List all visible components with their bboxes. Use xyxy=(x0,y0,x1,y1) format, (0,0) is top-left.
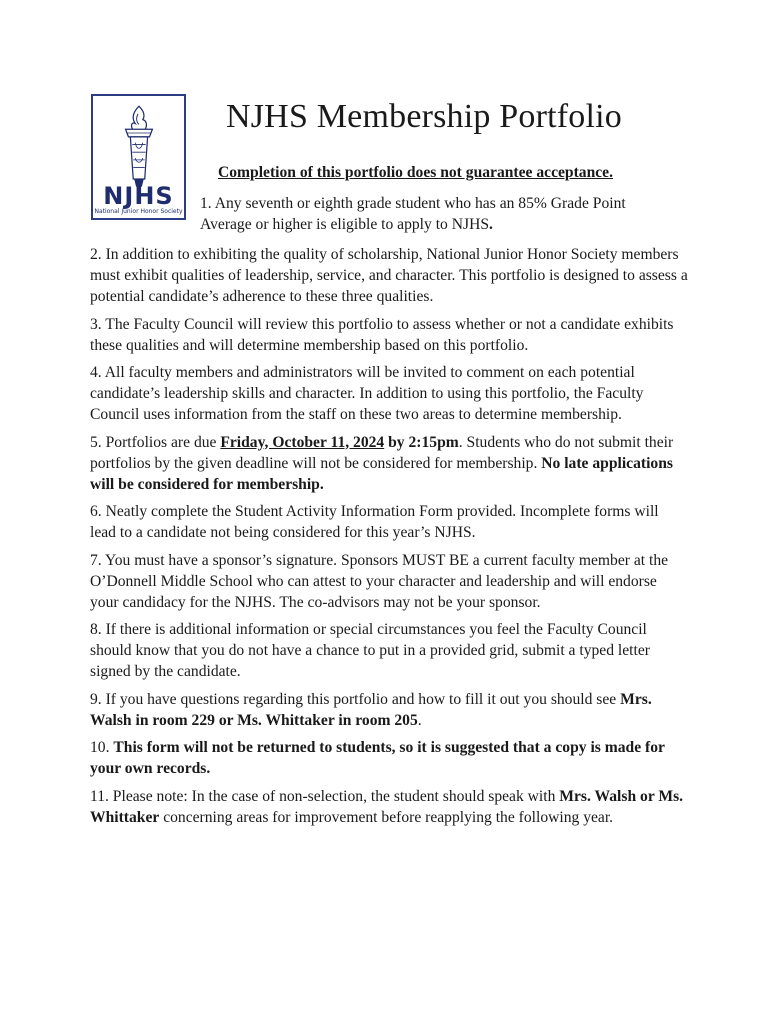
portfolio-disclaimer: Completion of this portfolio does not guarantee acceptance. xyxy=(218,164,613,181)
non-selection-rest: concerning areas for improvement before reapplying the following year. xyxy=(159,808,614,826)
questions-end: . xyxy=(417,711,422,729)
no-late-notice: No late applications will be considered for membership. xyxy=(90,454,673,493)
item-10-number: 10. xyxy=(90,739,114,756)
instruction-item-7: 7. You must have a sponsor’s signature. Sponsors MUST BE a current faculty member at the O’Donnell Middle School who can attest to your character and leadership and will endorse your candidacy for the NJHS. The co-advisors may not be your sponsor. xyxy=(90,551,669,611)
eligibility-text: 1. Any seventh or eighth grade student who has an 85% Grade Point Average or higher is eligible to apply to NJHS xyxy=(200,195,626,233)
logo-subtext: National Junior Honor Society xyxy=(94,208,183,215)
instruction-item-9 xyxy=(90,689,688,731)
instruction-item-11 xyxy=(90,786,688,828)
due-date: Friday, October 11, 2024 xyxy=(220,433,385,451)
non-selection-lead: 11. Please note: In the case of non-selection, the student should speak with xyxy=(90,787,560,805)
logo-acronym: NJHS xyxy=(103,182,174,210)
advisor-names: Mrs. Walsh or Ms. Whittaker xyxy=(90,787,684,826)
njhs-logo xyxy=(91,94,186,220)
instruction-item-8: 8. If there is additional information or special circumstances you feel the Faculty Council should know that you do not have a chance to put in a provided grid, submit a typed letter signed by the candidate. xyxy=(90,621,650,680)
page-title: NJHS Membership Portfolio xyxy=(226,98,622,135)
instruction-item-6: 6. Neatly complete the Student Activity Information Form provided. Incomplete forms will lead to a candidate not being considered for this year’s NJHS. xyxy=(90,503,659,541)
instruction-item-2: 2. In addition to exhibiting the quality of scholarship, National Junior Honor Society members must exhibit qualities of leadership, service, and character. This portfolio is designed to assess a potential candidate’s adherence to these three qualities. xyxy=(90,246,688,305)
due-time: by 2:15pm xyxy=(384,433,459,451)
copy-notice: This form will not be returned to students, so it is suggested that a copy is made for your own records. xyxy=(90,739,665,777)
eligibility-item xyxy=(200,193,680,235)
instruction-item-10 xyxy=(90,737,688,779)
due-rest: . Students who do not submit their portfolios by the given deadline will not be considered for membership. xyxy=(90,433,674,472)
eligibility-end: . xyxy=(489,216,493,233)
instruction-item-5 xyxy=(90,432,688,495)
instruction-item-3: 3. The Faculty Council will review this portfolio to assess whether or not a candidate exhibits these qualities and will determine membership based on this portfolio. xyxy=(90,315,674,354)
due-lead: 5. Portfolios are due xyxy=(90,433,221,451)
contact-rooms: Mrs. Walsh in room 229 or Ms. Whittaker in room 205 xyxy=(90,690,652,729)
instruction-item-4: 4. All faculty members and administrators will be invited to comment on each potential candidate’s leadership skills and character. In addition to using this portfolio, the Faculty Council uses information from the staff on these two areas to determine membership. xyxy=(90,364,644,423)
questions-text: 9. If you have questions regarding this portfolio and how to fill it out you should see xyxy=(90,690,621,708)
portfolio-instructions xyxy=(90,244,688,834)
